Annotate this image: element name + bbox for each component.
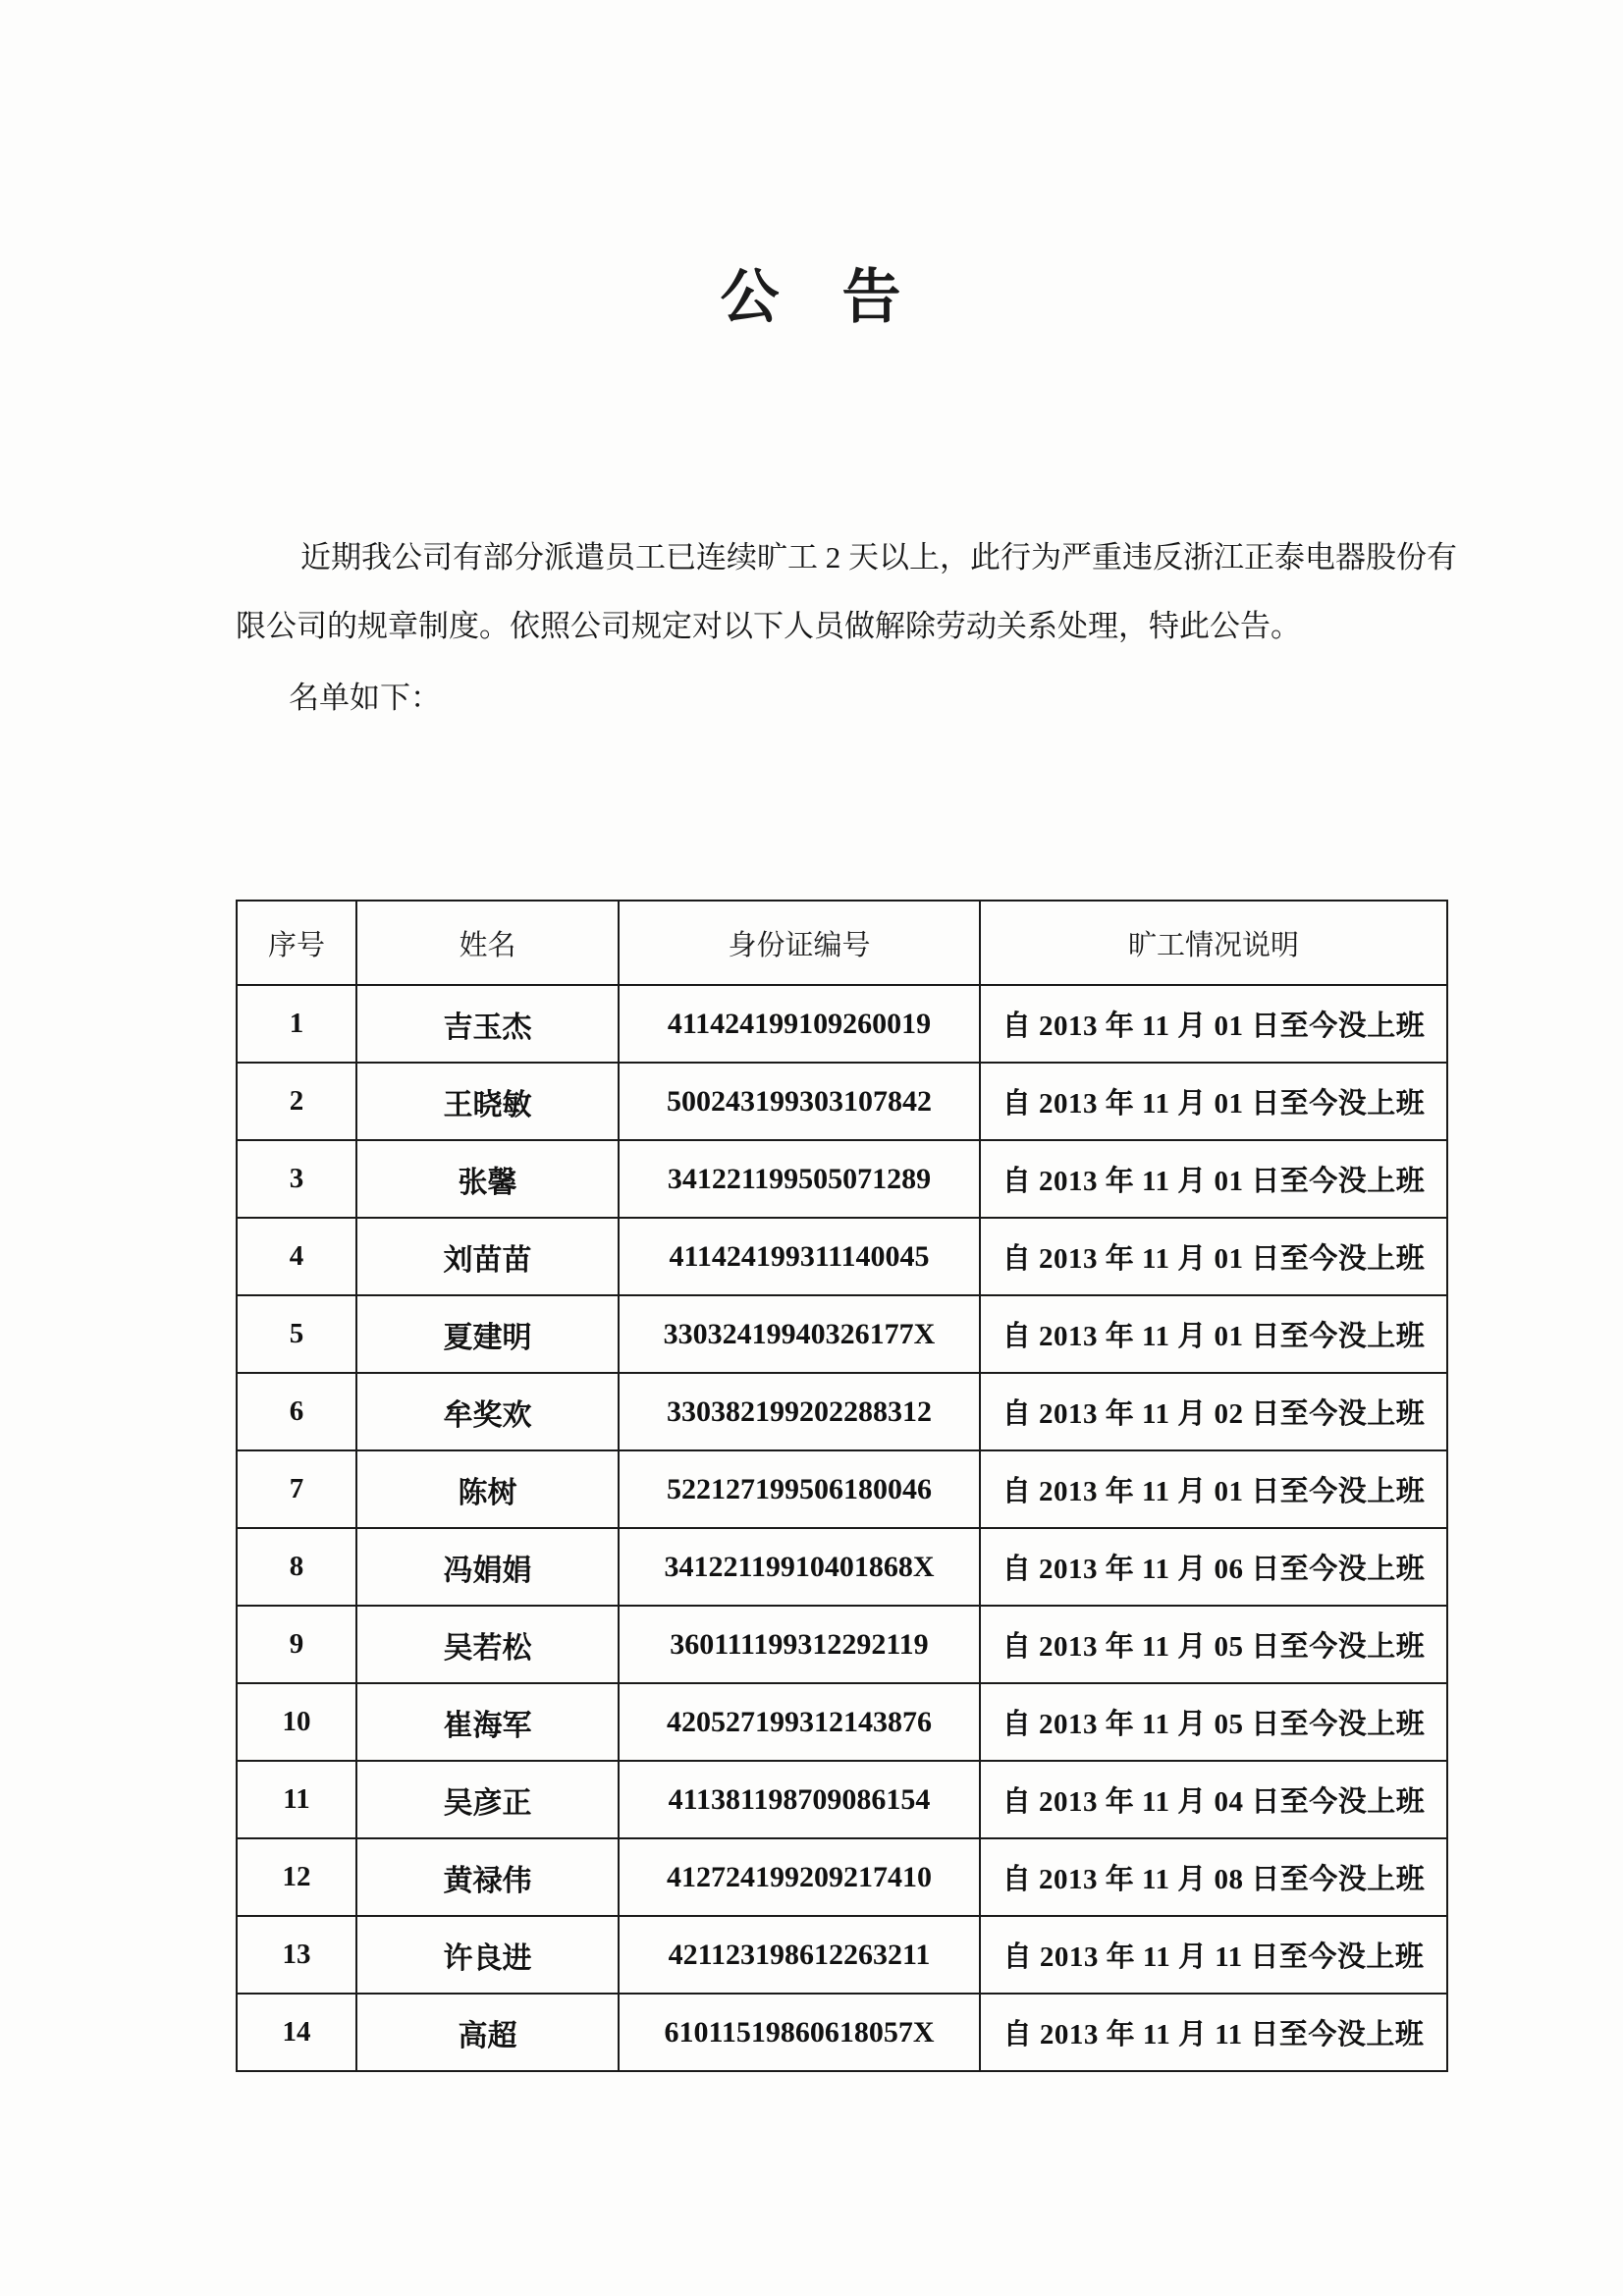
absence-desc-cell: 自 2013 年 11 月 04 日至今没上班 <box>980 1761 1447 1838</box>
name-cell: 吴若松 <box>356 1606 619 1683</box>
id-number-cell: 33032419940326177X <box>619 1295 980 1373</box>
serial-cell: 5 <box>237 1295 356 1373</box>
id-number-cell: 522127199506180046 <box>619 1450 980 1528</box>
table-row <box>237 1218 1447 1295</box>
id-number-cell: 360111199312292119 <box>619 1606 980 1683</box>
serial-cell: 11 <box>237 1761 356 1838</box>
serial-cell: 12 <box>237 1838 356 1916</box>
name-cell: 黄禄伟 <box>356 1838 619 1916</box>
paragraph-line-2: 限公司的规章制度。依照公司规定对以下人员做解除劳动关系处理，特此公告。 <box>236 609 1301 643</box>
table-row <box>237 1063 1447 1140</box>
name-cell: 牟奖欢 <box>356 1373 619 1450</box>
name-cell: 陈树 <box>356 1450 619 1528</box>
serial-cell: 6 <box>237 1373 356 1450</box>
name-cell: 冯娟娟 <box>356 1528 619 1606</box>
absence-desc-cell: 自 2013 年 11 月 05 日至今没上班 <box>980 1683 1447 1761</box>
table-row <box>237 1683 1447 1761</box>
table-row <box>237 1606 1447 1683</box>
absence-desc-cell: 自 2013 年 11 月 05 日至今没上班 <box>980 1606 1447 1683</box>
notice-body-paragraph <box>236 523 1475 661</box>
serial-cell: 9 <box>237 1606 356 1683</box>
table-row <box>237 1994 1447 2071</box>
id-number-cell: 500243199303107842 <box>619 1063 980 1140</box>
absence-desc-cell: 自 2013 年 11 月 01 日至今没上班 <box>980 1063 1447 1140</box>
absence-desc-cell: 自 2013 年 11 月 11 日至今没上班 <box>980 1916 1447 1994</box>
absence-desc-cell: 自 2013 年 11 月 01 日至今没上班 <box>980 1140 1447 1218</box>
table-row <box>237 1528 1447 1606</box>
name-cell: 高超 <box>356 1994 619 2071</box>
absence-desc-cell: 自 2013 年 11 月 01 日至今没上班 <box>980 1450 1447 1528</box>
id-number-cell: 330382199202288312 <box>619 1373 980 1450</box>
table-row <box>237 1916 1447 1994</box>
name-cell: 崔海军 <box>356 1683 619 1761</box>
table-row <box>237 985 1447 1063</box>
id-number-cell: 412724199209217410 <box>619 1838 980 1916</box>
absence-desc-cell: 自 2013 年 11 月 01 日至今没上班 <box>980 985 1447 1063</box>
name-cell: 吉玉杰 <box>356 985 619 1063</box>
serial-cell: 1 <box>237 985 356 1063</box>
table-row <box>237 1140 1447 1218</box>
id-number-cell: 34122119910401868X <box>619 1528 980 1606</box>
serial-cell: 7 <box>237 1450 356 1528</box>
absence-desc-cell: 自 2013 年 11 月 06 日至今没上班 <box>980 1528 1447 1606</box>
serial-cell: 8 <box>237 1528 356 1606</box>
absence-desc-cell: 自 2013 年 11 月 11 日至今没上班 <box>980 1994 1447 2071</box>
table-row <box>237 1295 1447 1373</box>
id-number-cell: 420527199312143876 <box>619 1683 980 1761</box>
list-intro-label: 名单如下： <box>289 681 441 715</box>
table-header-row <box>237 901 1447 985</box>
id-number-cell: 61011519860618057X <box>619 1994 980 2071</box>
serial-cell: 2 <box>237 1063 356 1140</box>
serial-cell: 4 <box>237 1218 356 1295</box>
name-cell: 许良进 <box>356 1916 619 1994</box>
id-number-cell: 421123198612263211 <box>619 1916 980 1994</box>
name-cell: 吴彦正 <box>356 1761 619 1838</box>
col-header-id-number: 身份证编号 <box>619 901 980 985</box>
id-number-cell: 411424199311140045 <box>619 1218 980 1295</box>
table-row <box>237 1373 1447 1450</box>
table-row <box>237 1450 1447 1528</box>
paragraph-line-1: 近期我公司有部分派遣员工已连续旷工 2 天以上，此行为严重违反浙江正泰电器股份有 <box>300 540 1457 574</box>
absence-desc-cell: 自 2013 年 11 月 01 日至今没上班 <box>980 1295 1447 1373</box>
serial-cell: 3 <box>237 1140 356 1218</box>
absence-desc-cell: 自 2013 年 11 月 02 日至今没上班 <box>980 1373 1447 1450</box>
absence-desc-cell: 自 2013 年 11 月 08 日至今没上班 <box>980 1838 1447 1916</box>
col-header-absence-desc: 旷工情况说明 <box>980 901 1447 985</box>
col-header-serial: 序号 <box>237 901 356 985</box>
serial-cell: 13 <box>237 1916 356 1994</box>
name-cell: 张馨 <box>356 1140 619 1218</box>
id-number-cell: 411424199109260019 <box>619 985 980 1063</box>
name-cell: 夏建明 <box>356 1295 619 1373</box>
col-header-name: 姓名 <box>356 901 619 985</box>
table-row <box>237 1838 1447 1916</box>
id-number-cell: 411381198709086154 <box>619 1761 980 1838</box>
serial-cell: 10 <box>237 1683 356 1761</box>
dismissal-list-table <box>236 900 1448 2072</box>
absence-desc-cell: 自 2013 年 11 月 01 日至今没上班 <box>980 1218 1447 1295</box>
name-cell: 刘苗苗 <box>356 1218 619 1295</box>
name-cell: 王晓敏 <box>356 1063 619 1140</box>
serial-cell: 14 <box>237 1994 356 2071</box>
table-body <box>237 985 1447 2071</box>
table-row <box>237 1761 1447 1838</box>
id-number-cell: 341221199505071289 <box>619 1140 980 1218</box>
page-title: 公 告 <box>720 265 903 330</box>
